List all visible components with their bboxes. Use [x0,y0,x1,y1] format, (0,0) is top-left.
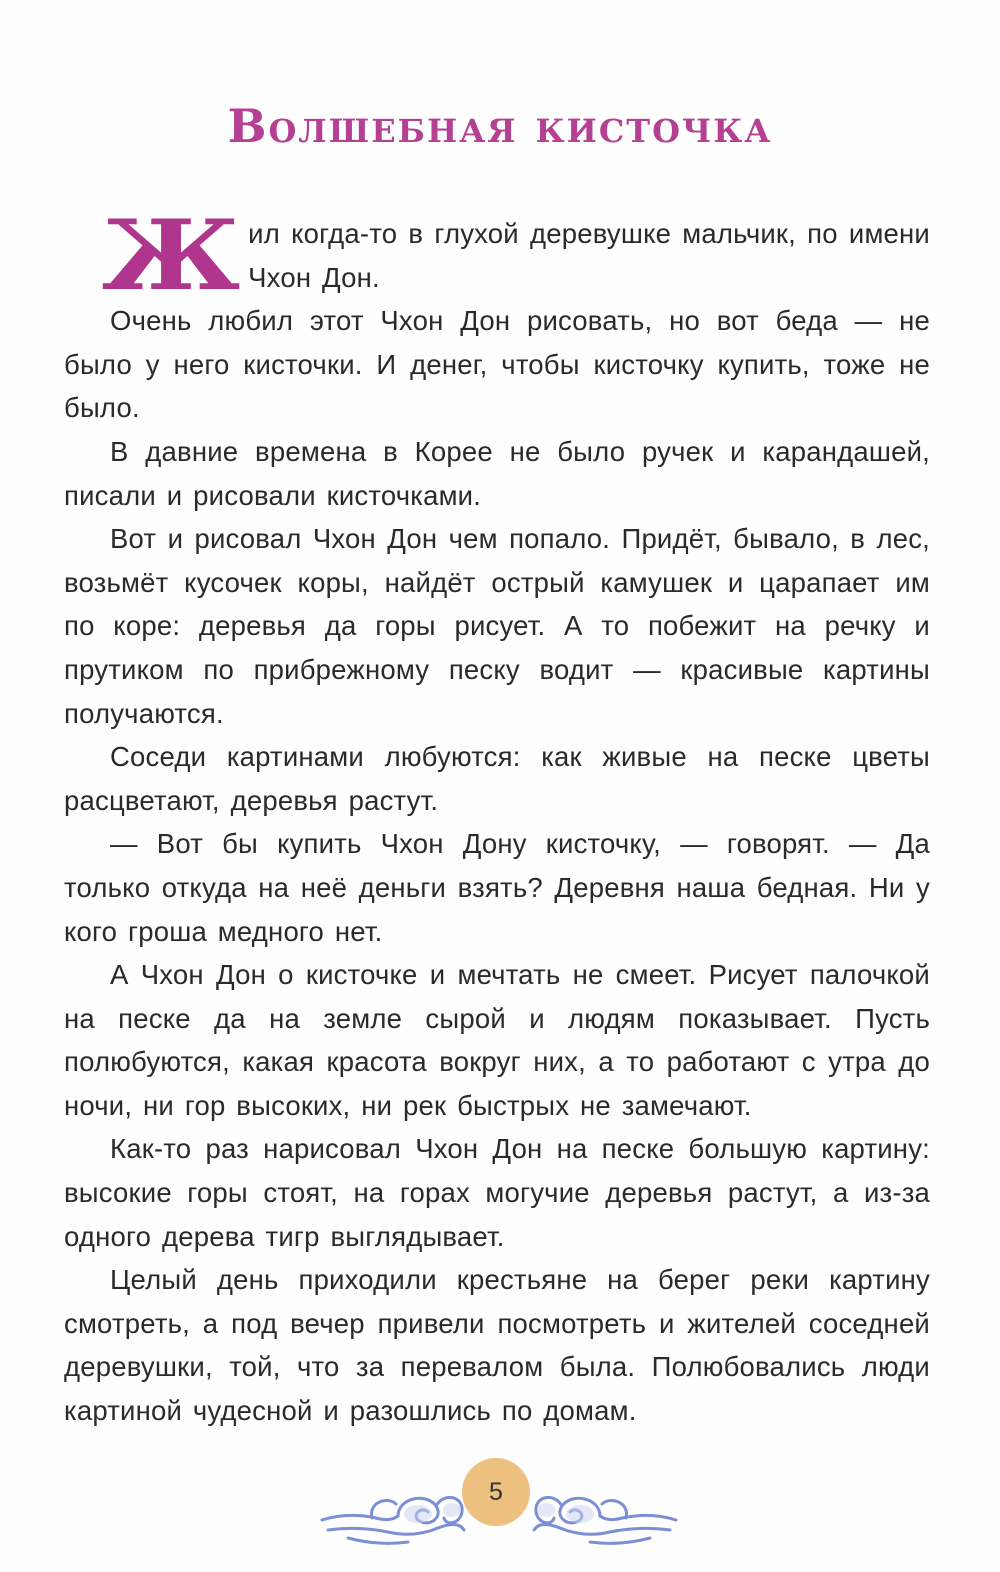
drop-cap: Ж [101,199,241,312]
page-number-badge [462,1458,530,1526]
paragraph-text: ил когда-то в глухой деревушке мальчик, по имени Чхон Дон. [248,218,930,293]
story-text [64,199,930,1433]
paragraph-2: Очень любил этот Чхон Дон рисовать, но вот беда — не было у него кисточки. И денег, чтобы кисточку купить, тоже не было. [64,305,930,424]
paragraph-7: А Чхон Дон о кисточке и мечтать не смеет. Рисует палочкой на песке да на земле сырой и людям показывает. Пусть полюбуются, какая красота вокруг них, а то работают с утра до ночи, ни гор высоких, ни рек быстрых не замечают. [64,959,930,1121]
paragraph-8: Как-то раз нарисовал Чхон Дон на песке большую картину: высокие горы стоят, на горах могучие деревья растут, а из-за одного дерева тигр выглядывает. [64,1133,930,1252]
page-title: Волшебная кисточка [227,99,773,153]
cloud-ornament-right-icon [530,1472,680,1552]
page-footer [0,1458,1000,1568]
paragraph-5: Соседи картинами любуются: как живые на песке цветы расцветают, деревья растут. [64,741,930,816]
paragraph-3: В давние времена в Корее не было ручек и карандашей, писали и рисовали кисточками. [64,435,930,511]
paragraph-6: — Вот бы купить Чхон Дону кисточку, — говорят. — Да только откуда на неё деньги взять? Деревня наша бедная. Ни у кого гроша медного нет. [64,828,930,947]
page-number: 5 [489,1477,503,1506]
paragraph-1 [64,199,930,312]
cloud-ornament-left-icon [318,1472,468,1552]
paragraph-9: Целый день приходили крестьяне на берег реки картину смотреть, а под вечер привели посмотреть и жителей соседней деревушки, той, что за перевалом была. Полюбовались люди картиной чудесной и разошлись по домам. [64,1264,930,1427]
paragraph-4: Вот и рисовал Чхон Дон чем попало. Придёт, бывало, в лес, возьмёт кусочек коры, найдёт острый камушек и царапает им по коре: деревья да горы рисует. А то побежит на речку и прутиком по прибрежному песку водит — красивые картины получаются. [64,523,930,729]
